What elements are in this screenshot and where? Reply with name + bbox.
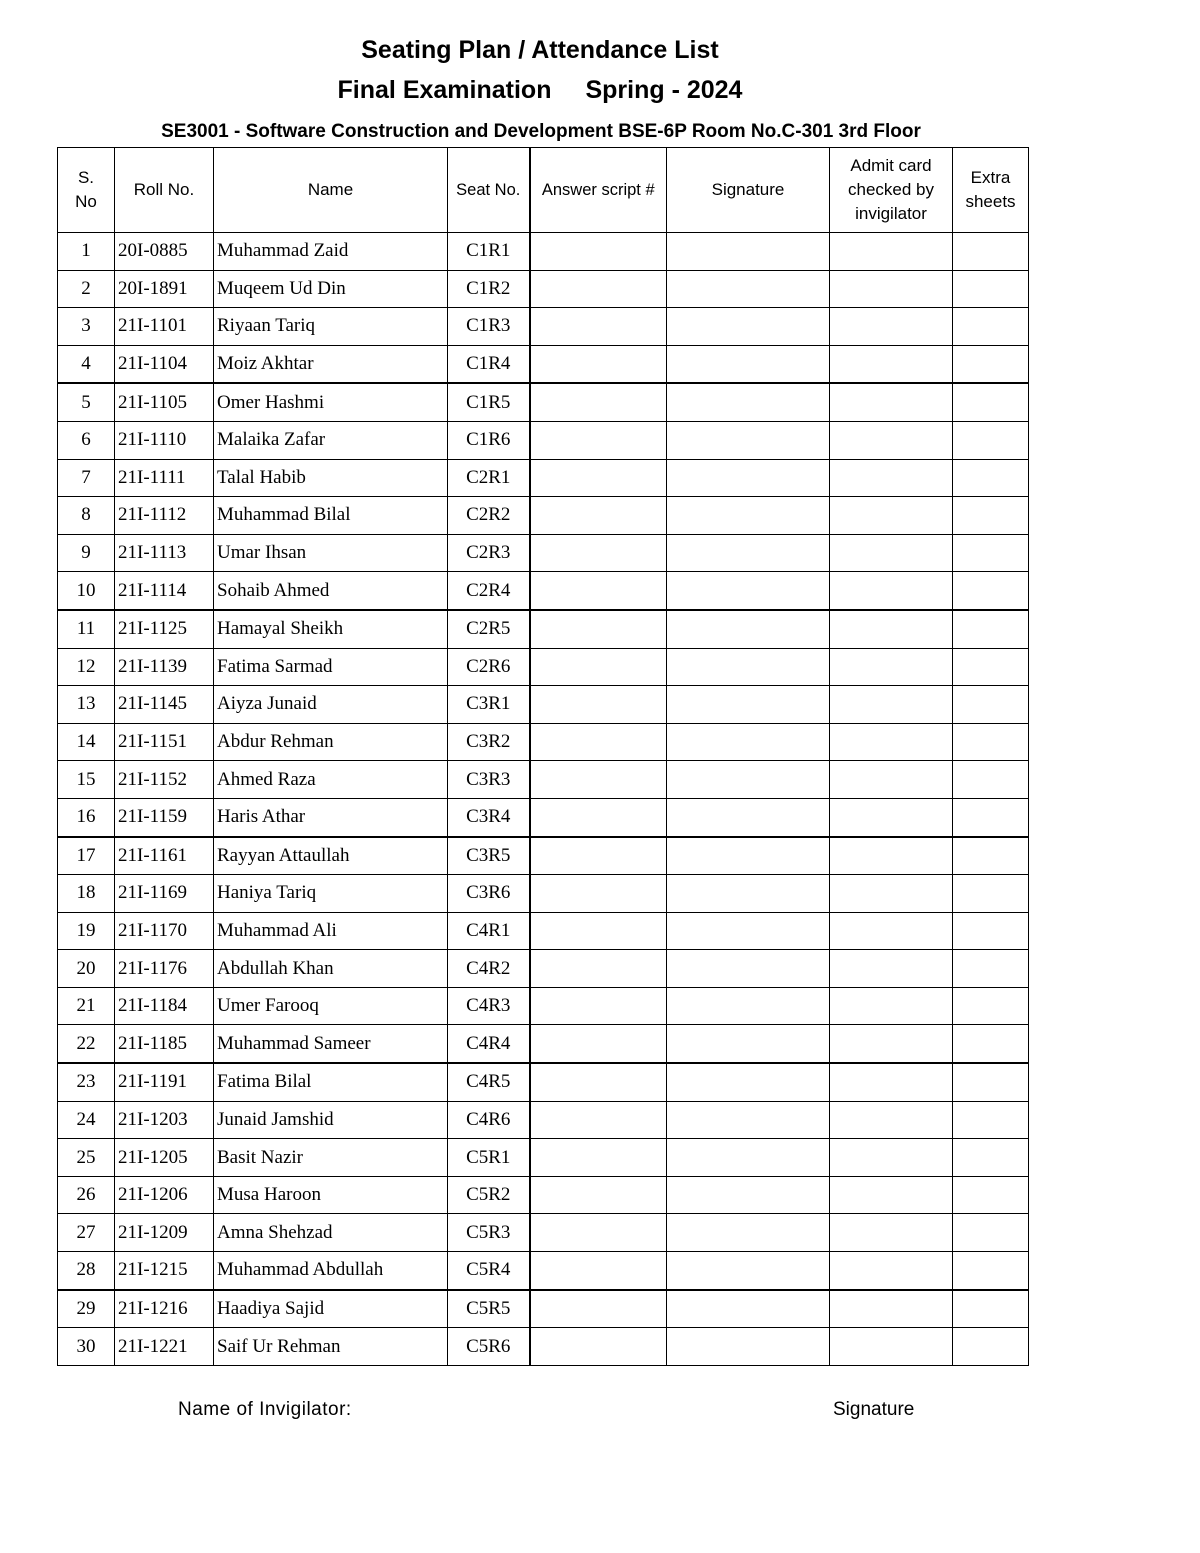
roll-no-cell: 21I-1203 <box>115 1101 214 1139</box>
seat-no-cell: C3R3 <box>448 761 530 799</box>
answer-script-cell <box>530 950 667 988</box>
signature-cell <box>667 1139 830 1177</box>
extra-sheets-cell <box>953 912 1029 950</box>
sno-cell: 29 <box>58 1290 115 1328</box>
sno-cell: 25 <box>58 1139 115 1177</box>
sno-cell: 3 <box>58 308 115 346</box>
roll-no-cell: 21I-1215 <box>115 1252 214 1290</box>
admit-card-cell <box>830 1063 953 1101</box>
sno-cell: 9 <box>58 534 115 572</box>
seat-no-cell: C4R1 <box>448 912 530 950</box>
signature-cell <box>667 421 830 459</box>
answer-script-cell <box>530 421 667 459</box>
invigilator-signature-label: Signature <box>833 1399 915 1420</box>
admit-card-cell <box>830 1025 953 1063</box>
extra-sheets-cell <box>953 421 1029 459</box>
extra-sheets-cell <box>953 1139 1029 1177</box>
signature-cell <box>667 534 830 572</box>
name-cell: Aiyza Junaid <box>214 686 448 724</box>
admit-card-cell <box>830 761 953 799</box>
seat-no-cell: C2R1 <box>448 459 530 497</box>
sno-cell: 1 <box>58 233 115 271</box>
seat-no-cell: C2R3 <box>448 534 530 572</box>
answer-script-cell <box>530 987 667 1025</box>
sno-cell: 20 <box>58 950 115 988</box>
sno-cell: 24 <box>58 1101 115 1139</box>
name-cell: Saif Ur Rehman <box>214 1328 448 1366</box>
roll-no-cell: 21I-1184 <box>115 987 214 1025</box>
name-cell: Muqeem Ud Din <box>214 270 448 308</box>
exam-name: Final Examination <box>337 76 552 104</box>
answer-script-cell <box>530 497 667 535</box>
sno-cell: 15 <box>58 761 115 799</box>
seat-no-cell: C1R4 <box>448 345 530 383</box>
answer-script-cell <box>530 1176 667 1214</box>
table-row <box>58 1025 1029 1063</box>
extra-sheets-cell <box>953 723 1029 761</box>
name-cell: Abdullah Khan <box>214 950 448 988</box>
name-cell: Umar Ihsan <box>214 534 448 572</box>
roll-no-cell: 21I-1161 <box>115 837 214 875</box>
admit-card-cell <box>830 837 953 875</box>
table-row <box>58 610 1029 648</box>
header-sno: S. No <box>58 148 115 233</box>
admit-card-cell <box>830 1252 953 1290</box>
attendance-table <box>57 147 1029 1366</box>
seat-no-cell: C1R6 <box>448 421 530 459</box>
table-row <box>58 308 1029 346</box>
sno-cell: 14 <box>58 723 115 761</box>
table-row <box>58 572 1029 610</box>
seat-no-cell: C3R2 <box>448 723 530 761</box>
answer-script-cell <box>530 798 667 836</box>
sno-cell: 22 <box>58 1025 115 1063</box>
name-cell: Riyaan Tariq <box>214 308 448 346</box>
exam-term: Spring - 2024 <box>585 76 743 104</box>
table-row <box>58 421 1029 459</box>
seat-no-cell: C3R4 <box>448 798 530 836</box>
table-row <box>58 723 1029 761</box>
roll-no-cell: 21I-1114 <box>115 572 214 610</box>
admit-card-cell <box>830 1139 953 1177</box>
extra-sheets-cell <box>953 308 1029 346</box>
admit-card-cell <box>830 1290 953 1328</box>
sno-cell: 11 <box>58 610 115 648</box>
signature-cell <box>667 686 830 724</box>
name-cell: Rayyan Attaullah <box>214 837 448 875</box>
sno-cell: 8 <box>58 497 115 535</box>
table-row <box>58 1063 1029 1101</box>
sno-cell: 30 <box>58 1328 115 1366</box>
sno-cell: 13 <box>58 686 115 724</box>
page-title: Seating Plan / Attendance List <box>361 36 719 64</box>
admit-card-cell <box>830 270 953 308</box>
sno-cell: 27 <box>58 1214 115 1252</box>
extra-sheets-cell <box>953 987 1029 1025</box>
table-row <box>58 345 1029 383</box>
exam-subtitle <box>0 76 1080 105</box>
sno-cell: 17 <box>58 837 115 875</box>
roll-no-cell: 21I-1159 <box>115 798 214 836</box>
extra-sheets-cell <box>953 270 1029 308</box>
admit-card-cell <box>830 233 953 271</box>
admit-card-cell <box>830 534 953 572</box>
table-row <box>58 798 1029 836</box>
roll-no-cell: 21I-1139 <box>115 648 214 686</box>
roll-no-cell: 21I-1152 <box>115 761 214 799</box>
name-cell: Basit Nazir <box>214 1139 448 1177</box>
extra-sheets-cell <box>953 345 1029 383</box>
seat-no-cell: C2R2 <box>448 497 530 535</box>
answer-script-cell <box>530 1025 667 1063</box>
name-cell: Fatima Bilal <box>214 1063 448 1101</box>
seat-no-cell: C5R5 <box>448 1290 530 1328</box>
seat-no-cell: C1R5 <box>448 383 530 421</box>
sno-cell: 18 <box>58 875 115 913</box>
roll-no-cell: 21I-1111 <box>115 459 214 497</box>
extra-sheets-cell <box>953 1025 1029 1063</box>
signature-cell <box>667 345 830 383</box>
admit-card-cell <box>830 798 953 836</box>
seat-no-cell: C3R1 <box>448 686 530 724</box>
signature-cell <box>667 1025 830 1063</box>
signature-cell <box>667 987 830 1025</box>
table-row <box>58 270 1029 308</box>
signature-cell <box>667 723 830 761</box>
roll-no-cell: 21I-1113 <box>115 534 214 572</box>
admit-card-cell <box>830 1214 953 1252</box>
signature-cell <box>667 233 830 271</box>
sno-cell: 10 <box>58 572 115 610</box>
signature-cell <box>667 912 830 950</box>
signature-cell <box>667 1101 830 1139</box>
seat-no-cell: C2R5 <box>448 610 530 648</box>
sno-cell: 23 <box>58 1063 115 1101</box>
admit-card-cell <box>830 308 953 346</box>
sno-cell: 2 <box>58 270 115 308</box>
answer-script-cell <box>530 459 667 497</box>
attendance-rows <box>58 233 1029 1366</box>
answer-script-cell <box>530 723 667 761</box>
sno-cell: 12 <box>58 648 115 686</box>
header-seat-no: Seat No. <box>448 148 530 233</box>
table-row <box>58 497 1029 535</box>
table-row <box>58 987 1029 1025</box>
invigilator-name-label: Name of Invigilator: <box>178 1399 352 1420</box>
table-row <box>58 1139 1029 1177</box>
roll-no-cell: 21I-1191 <box>115 1063 214 1101</box>
roll-no-cell: 21I-1169 <box>115 875 214 913</box>
answer-script-cell <box>530 1063 667 1101</box>
name-cell: Muhammad Abdullah <box>214 1252 448 1290</box>
answer-script-cell <box>530 875 667 913</box>
admit-card-cell <box>830 686 953 724</box>
extra-sheets-cell <box>953 686 1029 724</box>
seat-no-cell: C5R3 <box>448 1214 530 1252</box>
roll-no-cell: 21I-1104 <box>115 345 214 383</box>
seat-no-cell: C1R2 <box>448 270 530 308</box>
table-row <box>58 1101 1029 1139</box>
signature-cell <box>667 798 830 836</box>
seat-no-cell: C1R1 <box>448 233 530 271</box>
name-cell: Amna Shehzad <box>214 1214 448 1252</box>
roll-no-cell: 20I-0885 <box>115 233 214 271</box>
sno-cell: 21 <box>58 987 115 1025</box>
signature-cell <box>667 1252 830 1290</box>
answer-script-cell <box>530 610 667 648</box>
answer-script-cell <box>530 648 667 686</box>
extra-sheets-cell <box>953 950 1029 988</box>
seat-no-cell: C4R3 <box>448 987 530 1025</box>
roll-no-cell: 21I-1185 <box>115 1025 214 1063</box>
header-admit-card: Admit card checked by invigilator <box>830 148 953 233</box>
admit-card-cell <box>830 875 953 913</box>
seat-no-cell: C2R6 <box>448 648 530 686</box>
extra-sheets-cell <box>953 1214 1029 1252</box>
signature-cell <box>667 459 830 497</box>
signature-cell <box>667 648 830 686</box>
answer-script-cell <box>530 572 667 610</box>
table-header-row <box>58 148 1029 233</box>
table-row <box>58 912 1029 950</box>
admit-card-cell <box>830 1328 953 1366</box>
name-cell: Moiz Akhtar <box>214 345 448 383</box>
admit-card-cell <box>830 610 953 648</box>
admit-card-cell <box>830 497 953 535</box>
extra-sheets-cell <box>953 383 1029 421</box>
header-roll-no: Roll No. <box>115 148 214 233</box>
answer-script-cell <box>530 1139 667 1177</box>
extra-sheets-cell <box>953 1176 1029 1214</box>
seat-no-cell: C1R3 <box>448 308 530 346</box>
signature-cell <box>667 1176 830 1214</box>
extra-sheets-cell <box>953 837 1029 875</box>
extra-sheets-cell <box>953 233 1029 271</box>
extra-sheets-cell <box>953 798 1029 836</box>
extra-sheets-cell <box>953 610 1029 648</box>
sno-cell: 5 <box>58 383 115 421</box>
signature-cell <box>667 497 830 535</box>
name-cell: Sohaib Ahmed <box>214 572 448 610</box>
table-row <box>58 875 1029 913</box>
extra-sheets-cell <box>953 1328 1029 1366</box>
name-cell: Haadiya Sajid <box>214 1290 448 1328</box>
seat-no-cell: C5R1 <box>448 1139 530 1177</box>
roll-no-cell: 21I-1206 <box>115 1176 214 1214</box>
table-row <box>58 686 1029 724</box>
seat-no-cell: C4R5 <box>448 1063 530 1101</box>
admit-card-cell <box>830 383 953 421</box>
answer-script-cell <box>530 1328 667 1366</box>
course-line: SE3001 - Software Construction and Development BSE-6P Room No.C-301 3rd Floor <box>161 121 921 142</box>
extra-sheets-cell <box>953 459 1029 497</box>
table-row <box>58 648 1029 686</box>
answer-script-cell <box>530 837 667 875</box>
seat-no-cell: C5R2 <box>448 1176 530 1214</box>
seat-no-cell: C5R4 <box>448 1252 530 1290</box>
name-cell: Muhammad Bilal <box>214 497 448 535</box>
table-row <box>58 837 1029 875</box>
name-cell: Muhammad Ali <box>214 912 448 950</box>
roll-no-cell: 21I-1145 <box>115 686 214 724</box>
name-cell: Umer Farooq <box>214 987 448 1025</box>
answer-script-cell <box>530 534 667 572</box>
seat-no-cell: C4R4 <box>448 1025 530 1063</box>
signature-cell <box>667 1214 830 1252</box>
admit-card-cell <box>830 1101 953 1139</box>
name-cell: Junaid Jamshid <box>214 1101 448 1139</box>
seat-no-cell: C4R6 <box>448 1101 530 1139</box>
answer-script-cell <box>530 270 667 308</box>
roll-no-cell: 21I-1209 <box>115 1214 214 1252</box>
seat-no-cell: C4R2 <box>448 950 530 988</box>
header-extra-sheets: Extra sheets <box>953 148 1029 233</box>
answer-script-cell <box>530 1252 667 1290</box>
header-answer-script: Answer script # <box>530 148 667 233</box>
signature-cell <box>667 383 830 421</box>
seat-no-cell: C3R6 <box>448 875 530 913</box>
sno-cell: 19 <box>58 912 115 950</box>
admit-card-cell <box>830 987 953 1025</box>
table-row <box>58 459 1029 497</box>
table-row <box>58 1328 1029 1366</box>
roll-no-cell: 21I-1101 <box>115 308 214 346</box>
extra-sheets-cell <box>953 497 1029 535</box>
name-cell: Muhammad Sameer <box>214 1025 448 1063</box>
seat-no-cell: C3R5 <box>448 837 530 875</box>
sno-cell: 26 <box>58 1176 115 1214</box>
admit-card-cell <box>830 421 953 459</box>
answer-script-cell <box>530 761 667 799</box>
admit-card-cell <box>830 1176 953 1214</box>
name-cell: Fatima Sarmad <box>214 648 448 686</box>
roll-no-cell: 20I-1891 <box>115 270 214 308</box>
signature-cell <box>667 610 830 648</box>
admit-card-cell <box>830 345 953 383</box>
extra-sheets-cell <box>953 1290 1029 1328</box>
seat-no-cell: C5R6 <box>448 1328 530 1366</box>
table-row <box>58 534 1029 572</box>
answer-script-cell <box>530 1214 667 1252</box>
seat-no-cell: C2R4 <box>448 572 530 610</box>
sno-cell: 6 <box>58 421 115 459</box>
table-row <box>58 233 1029 271</box>
signature-cell <box>667 270 830 308</box>
name-cell: Haris Athar <box>214 798 448 836</box>
sno-cell: 4 <box>58 345 115 383</box>
signature-cell <box>667 308 830 346</box>
extra-sheets-cell <box>953 761 1029 799</box>
table-row <box>58 1176 1029 1214</box>
name-cell: Malaika Zafar <box>214 421 448 459</box>
table-row <box>58 761 1029 799</box>
admit-card-cell <box>830 912 953 950</box>
extra-sheets-cell <box>953 1252 1029 1290</box>
extra-sheets-cell <box>953 534 1029 572</box>
header-name: Name <box>214 148 448 233</box>
roll-no-cell: 21I-1205 <box>115 1139 214 1177</box>
name-cell: Musa Haroon <box>214 1176 448 1214</box>
name-cell: Omer Hashmi <box>214 383 448 421</box>
table-row <box>58 383 1029 421</box>
extra-sheets-cell <box>953 648 1029 686</box>
roll-no-cell: 21I-1221 <box>115 1328 214 1366</box>
roll-no-cell: 21I-1112 <box>115 497 214 535</box>
name-cell: Hamayal Sheikh <box>214 610 448 648</box>
table-row <box>58 1290 1029 1328</box>
admit-card-cell <box>830 723 953 761</box>
signature-cell <box>667 837 830 875</box>
extra-sheets-cell <box>953 875 1029 913</box>
signature-cell <box>667 950 830 988</box>
table-row <box>58 1214 1029 1252</box>
admit-card-cell <box>830 648 953 686</box>
signature-cell <box>667 1290 830 1328</box>
roll-no-cell: 21I-1110 <box>115 421 214 459</box>
roll-no-cell: 21I-1170 <box>115 912 214 950</box>
roll-no-cell: 21I-1105 <box>115 383 214 421</box>
header-signature: Signature <box>667 148 830 233</box>
answer-script-cell <box>530 345 667 383</box>
name-cell: Muhammad Zaid <box>214 233 448 271</box>
signature-cell <box>667 1328 830 1366</box>
sno-cell: 16 <box>58 798 115 836</box>
table-row <box>58 950 1029 988</box>
extra-sheets-cell <box>953 1063 1029 1101</box>
answer-script-cell <box>530 308 667 346</box>
name-cell: Abdur Rehman <box>214 723 448 761</box>
roll-no-cell: 21I-1216 <box>115 1290 214 1328</box>
roll-no-cell: 21I-1125 <box>115 610 214 648</box>
admit-card-cell <box>830 572 953 610</box>
signature-cell <box>667 761 830 799</box>
answer-script-cell <box>530 686 667 724</box>
signature-cell <box>667 572 830 610</box>
answer-script-cell <box>530 1101 667 1139</box>
admit-card-cell <box>830 459 953 497</box>
name-cell: Ahmed Raza <box>214 761 448 799</box>
answer-script-cell <box>530 233 667 271</box>
answer-script-cell <box>530 383 667 421</box>
sno-cell: 28 <box>58 1252 115 1290</box>
table-row <box>58 1252 1029 1290</box>
signature-cell <box>667 875 830 913</box>
answer-script-cell <box>530 912 667 950</box>
roll-no-cell: 21I-1151 <box>115 723 214 761</box>
name-cell: Talal Habib <box>214 459 448 497</box>
name-cell: Haniya Tariq <box>214 875 448 913</box>
admit-card-cell <box>830 950 953 988</box>
answer-script-cell <box>530 1290 667 1328</box>
extra-sheets-cell <box>953 1101 1029 1139</box>
sno-cell: 7 <box>58 459 115 497</box>
signature-cell <box>667 1063 830 1101</box>
extra-sheets-cell <box>953 572 1029 610</box>
roll-no-cell: 21I-1176 <box>115 950 214 988</box>
